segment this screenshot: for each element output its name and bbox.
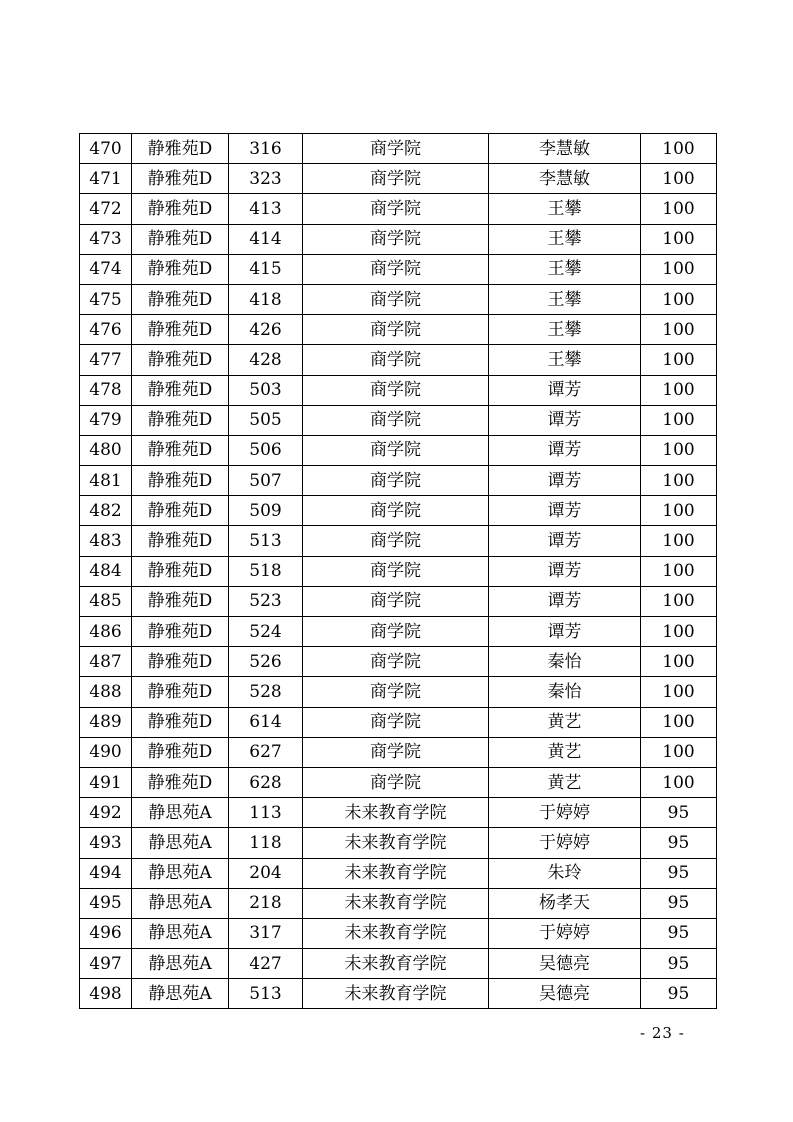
building-cell: 静雅苑D (132, 496, 229, 526)
room-number-cell: 513 (229, 526, 303, 556)
score-cell: 100 (641, 617, 717, 647)
building-cell: 静思苑A (132, 979, 229, 1009)
table-row (80, 405, 717, 435)
room-number-cell: 426 (229, 315, 303, 345)
room-number-cell: 509 (229, 496, 303, 526)
table-row (80, 164, 717, 194)
building-cell: 静雅苑D (132, 254, 229, 284)
score-cell: 95 (641, 949, 717, 979)
college-cell: 商学院 (303, 134, 489, 164)
college-cell: 商学院 (303, 526, 489, 556)
row-index-cell: 473 (80, 224, 132, 254)
row-index-cell: 487 (80, 647, 132, 677)
counselor-cell: 王攀 (489, 345, 641, 375)
row-index-cell: 483 (80, 526, 132, 556)
score-cell: 100 (641, 134, 717, 164)
college-cell: 商学院 (303, 707, 489, 737)
row-index-cell: 488 (80, 677, 132, 707)
room-number-cell: 427 (229, 949, 303, 979)
building-cell: 静雅苑D (132, 617, 229, 647)
room-number-cell: 418 (229, 284, 303, 314)
counselor-cell: 谭芳 (489, 586, 641, 616)
score-cell: 100 (641, 224, 717, 254)
table-row (80, 254, 717, 284)
building-cell: 静思苑A (132, 798, 229, 828)
counselor-cell: 秦怡 (489, 647, 641, 677)
counselor-cell: 王攀 (489, 254, 641, 284)
counselor-cell: 谭芳 (489, 405, 641, 435)
room-number-cell: 204 (229, 858, 303, 888)
table-row (80, 617, 717, 647)
table-row (80, 345, 717, 375)
room-number-cell: 614 (229, 707, 303, 737)
score-cell: 100 (641, 466, 717, 496)
row-index-cell: 498 (80, 979, 132, 1009)
room-number-cell: 323 (229, 164, 303, 194)
counselor-cell: 谭芳 (489, 466, 641, 496)
table-row (80, 888, 717, 918)
counselor-cell: 谭芳 (489, 617, 641, 647)
room-number-cell: 218 (229, 888, 303, 918)
room-number-cell: 526 (229, 647, 303, 677)
college-cell: 商学院 (303, 315, 489, 345)
table-row (80, 375, 717, 405)
building-cell: 静雅苑D (132, 224, 229, 254)
college-cell: 商学院 (303, 164, 489, 194)
row-index-cell: 484 (80, 556, 132, 586)
score-cell: 100 (641, 345, 717, 375)
score-cell: 100 (641, 405, 717, 435)
building-cell: 静思苑A (132, 949, 229, 979)
row-index-cell: 477 (80, 345, 132, 375)
counselor-cell: 谭芳 (489, 526, 641, 556)
counselor-cell: 朱玲 (489, 858, 641, 888)
score-cell: 95 (641, 888, 717, 918)
table-body (80, 134, 717, 1009)
building-cell: 静雅苑D (132, 194, 229, 224)
building-cell: 静雅苑D (132, 707, 229, 737)
college-cell: 商学院 (303, 617, 489, 647)
table-row (80, 798, 717, 828)
room-number-cell: 413 (229, 194, 303, 224)
building-cell: 静思苑A (132, 828, 229, 858)
table-row (80, 194, 717, 224)
counselor-cell: 于婷婷 (489, 828, 641, 858)
college-cell: 未来教育学院 (303, 888, 489, 918)
college-cell: 商学院 (303, 677, 489, 707)
table-row (80, 707, 717, 737)
college-cell: 未来教育学院 (303, 858, 489, 888)
row-index-cell: 491 (80, 767, 132, 797)
row-index-cell: 495 (80, 888, 132, 918)
room-number-cell: 628 (229, 767, 303, 797)
college-cell: 商学院 (303, 556, 489, 586)
counselor-cell: 王攀 (489, 194, 641, 224)
row-index-cell: 475 (80, 284, 132, 314)
counselor-cell: 吴德亮 (489, 949, 641, 979)
counselor-cell: 于婷婷 (489, 918, 641, 948)
row-index-cell: 479 (80, 405, 132, 435)
score-cell: 100 (641, 737, 717, 767)
building-cell: 静雅苑D (132, 586, 229, 616)
building-cell: 静雅苑D (132, 466, 229, 496)
counselor-cell: 秦怡 (489, 677, 641, 707)
college-cell: 未来教育学院 (303, 918, 489, 948)
row-index-cell: 482 (80, 496, 132, 526)
counselor-cell: 黄艺 (489, 707, 641, 737)
room-number-cell: 415 (229, 254, 303, 284)
counselor-cell: 谭芳 (489, 496, 641, 526)
building-cell: 静思苑A (132, 888, 229, 918)
college-cell: 商学院 (303, 737, 489, 767)
row-index-cell: 474 (80, 254, 132, 284)
college-cell: 未来教育学院 (303, 979, 489, 1009)
score-cell: 100 (641, 284, 717, 314)
row-index-cell: 493 (80, 828, 132, 858)
building-cell: 静雅苑D (132, 284, 229, 314)
college-cell: 商学院 (303, 284, 489, 314)
row-index-cell: 470 (80, 134, 132, 164)
building-cell: 静思苑A (132, 918, 229, 948)
counselor-cell: 谭芳 (489, 556, 641, 586)
row-index-cell: 489 (80, 707, 132, 737)
building-cell: 静雅苑D (132, 315, 229, 345)
row-index-cell: 485 (80, 586, 132, 616)
college-cell: 商学院 (303, 435, 489, 465)
room-number-cell: 505 (229, 405, 303, 435)
dormitory-score-table (79, 133, 717, 1009)
college-cell: 商学院 (303, 466, 489, 496)
building-cell: 静雅苑D (132, 134, 229, 164)
score-cell: 95 (641, 798, 717, 828)
building-cell: 静雅苑D (132, 647, 229, 677)
room-number-cell: 518 (229, 556, 303, 586)
row-index-cell: 490 (80, 737, 132, 767)
table-row (80, 677, 717, 707)
score-cell: 95 (641, 979, 717, 1009)
college-cell: 商学院 (303, 224, 489, 254)
counselor-cell: 王攀 (489, 284, 641, 314)
score-cell: 95 (641, 918, 717, 948)
building-cell: 静雅苑D (132, 345, 229, 375)
row-index-cell: 478 (80, 375, 132, 405)
table-row (80, 918, 717, 948)
room-number-cell: 317 (229, 918, 303, 948)
room-number-cell: 428 (229, 345, 303, 375)
row-index-cell: 481 (80, 466, 132, 496)
score-cell: 100 (641, 677, 717, 707)
college-cell: 商学院 (303, 375, 489, 405)
counselor-cell: 杨孝天 (489, 888, 641, 918)
table-row (80, 858, 717, 888)
score-cell: 100 (641, 586, 717, 616)
building-cell: 静雅苑D (132, 375, 229, 405)
row-index-cell: 480 (80, 435, 132, 465)
counselor-cell: 王攀 (489, 224, 641, 254)
room-number-cell: 524 (229, 617, 303, 647)
room-number-cell: 118 (229, 828, 303, 858)
score-cell: 100 (641, 435, 717, 465)
counselor-cell: 李慧敏 (489, 134, 641, 164)
college-cell: 商学院 (303, 586, 489, 616)
room-number-cell: 316 (229, 134, 303, 164)
college-cell: 商学院 (303, 194, 489, 224)
table-row (80, 315, 717, 345)
building-cell: 静雅苑D (132, 526, 229, 556)
building-cell: 静雅苑D (132, 737, 229, 767)
table-row (80, 737, 717, 767)
room-number-cell: 414 (229, 224, 303, 254)
table-row (80, 284, 717, 314)
building-cell: 静雅苑D (132, 677, 229, 707)
building-cell: 静雅苑D (132, 435, 229, 465)
room-number-cell: 113 (229, 798, 303, 828)
counselor-cell: 谭芳 (489, 375, 641, 405)
college-cell: 商学院 (303, 405, 489, 435)
counselor-cell: 吴德亮 (489, 979, 641, 1009)
room-number-cell: 506 (229, 435, 303, 465)
table-row (80, 224, 717, 254)
table-row (80, 496, 717, 526)
room-number-cell: 627 (229, 737, 303, 767)
row-index-cell: 486 (80, 617, 132, 647)
table-row (80, 767, 717, 797)
building-cell: 静雅苑D (132, 556, 229, 586)
score-cell: 95 (641, 828, 717, 858)
college-cell: 商学院 (303, 647, 489, 677)
room-number-cell: 523 (229, 586, 303, 616)
counselor-cell: 黄艺 (489, 737, 641, 767)
counselor-cell: 王攀 (489, 315, 641, 345)
building-cell: 静雅苑D (132, 767, 229, 797)
table-row (80, 526, 717, 556)
college-cell: 商学院 (303, 345, 489, 375)
score-cell: 100 (641, 164, 717, 194)
row-index-cell: 476 (80, 315, 132, 345)
table-row (80, 828, 717, 858)
counselor-cell: 黄艺 (489, 767, 641, 797)
table-row (80, 949, 717, 979)
score-cell: 100 (641, 556, 717, 586)
table-row (80, 586, 717, 616)
room-number-cell: 528 (229, 677, 303, 707)
score-cell: 95 (641, 858, 717, 888)
college-cell: 未来教育学院 (303, 949, 489, 979)
counselor-cell: 李慧敏 (489, 164, 641, 194)
room-number-cell: 503 (229, 375, 303, 405)
table-row (80, 556, 717, 586)
score-cell: 100 (641, 526, 717, 556)
counselor-cell: 谭芳 (489, 435, 641, 465)
score-cell: 100 (641, 707, 717, 737)
score-cell: 100 (641, 767, 717, 797)
score-cell: 100 (641, 254, 717, 284)
score-cell: 100 (641, 496, 717, 526)
row-index-cell: 496 (80, 918, 132, 948)
score-cell: 100 (641, 315, 717, 345)
table-row (80, 979, 717, 1009)
college-cell: 商学院 (303, 496, 489, 526)
counselor-cell: 于婷婷 (489, 798, 641, 828)
college-cell: 未来教育学院 (303, 798, 489, 828)
score-cell: 100 (641, 647, 717, 677)
score-cell: 100 (641, 194, 717, 224)
score-cell: 100 (641, 375, 717, 405)
building-cell: 静思苑A (132, 858, 229, 888)
row-index-cell: 497 (80, 949, 132, 979)
table-row (80, 134, 717, 164)
building-cell: 静雅苑D (132, 164, 229, 194)
college-cell: 商学院 (303, 767, 489, 797)
page-number: - 23 - (640, 1024, 685, 1042)
room-number-cell: 507 (229, 466, 303, 496)
college-cell: 未来教育学院 (303, 828, 489, 858)
row-index-cell: 494 (80, 858, 132, 888)
table-row (80, 647, 717, 677)
table-row (80, 466, 717, 496)
table-row (80, 435, 717, 465)
room-number-cell: 513 (229, 979, 303, 1009)
building-cell: 静雅苑D (132, 405, 229, 435)
row-index-cell: 471 (80, 164, 132, 194)
row-index-cell: 472 (80, 194, 132, 224)
college-cell: 商学院 (303, 254, 489, 284)
row-index-cell: 492 (80, 798, 132, 828)
